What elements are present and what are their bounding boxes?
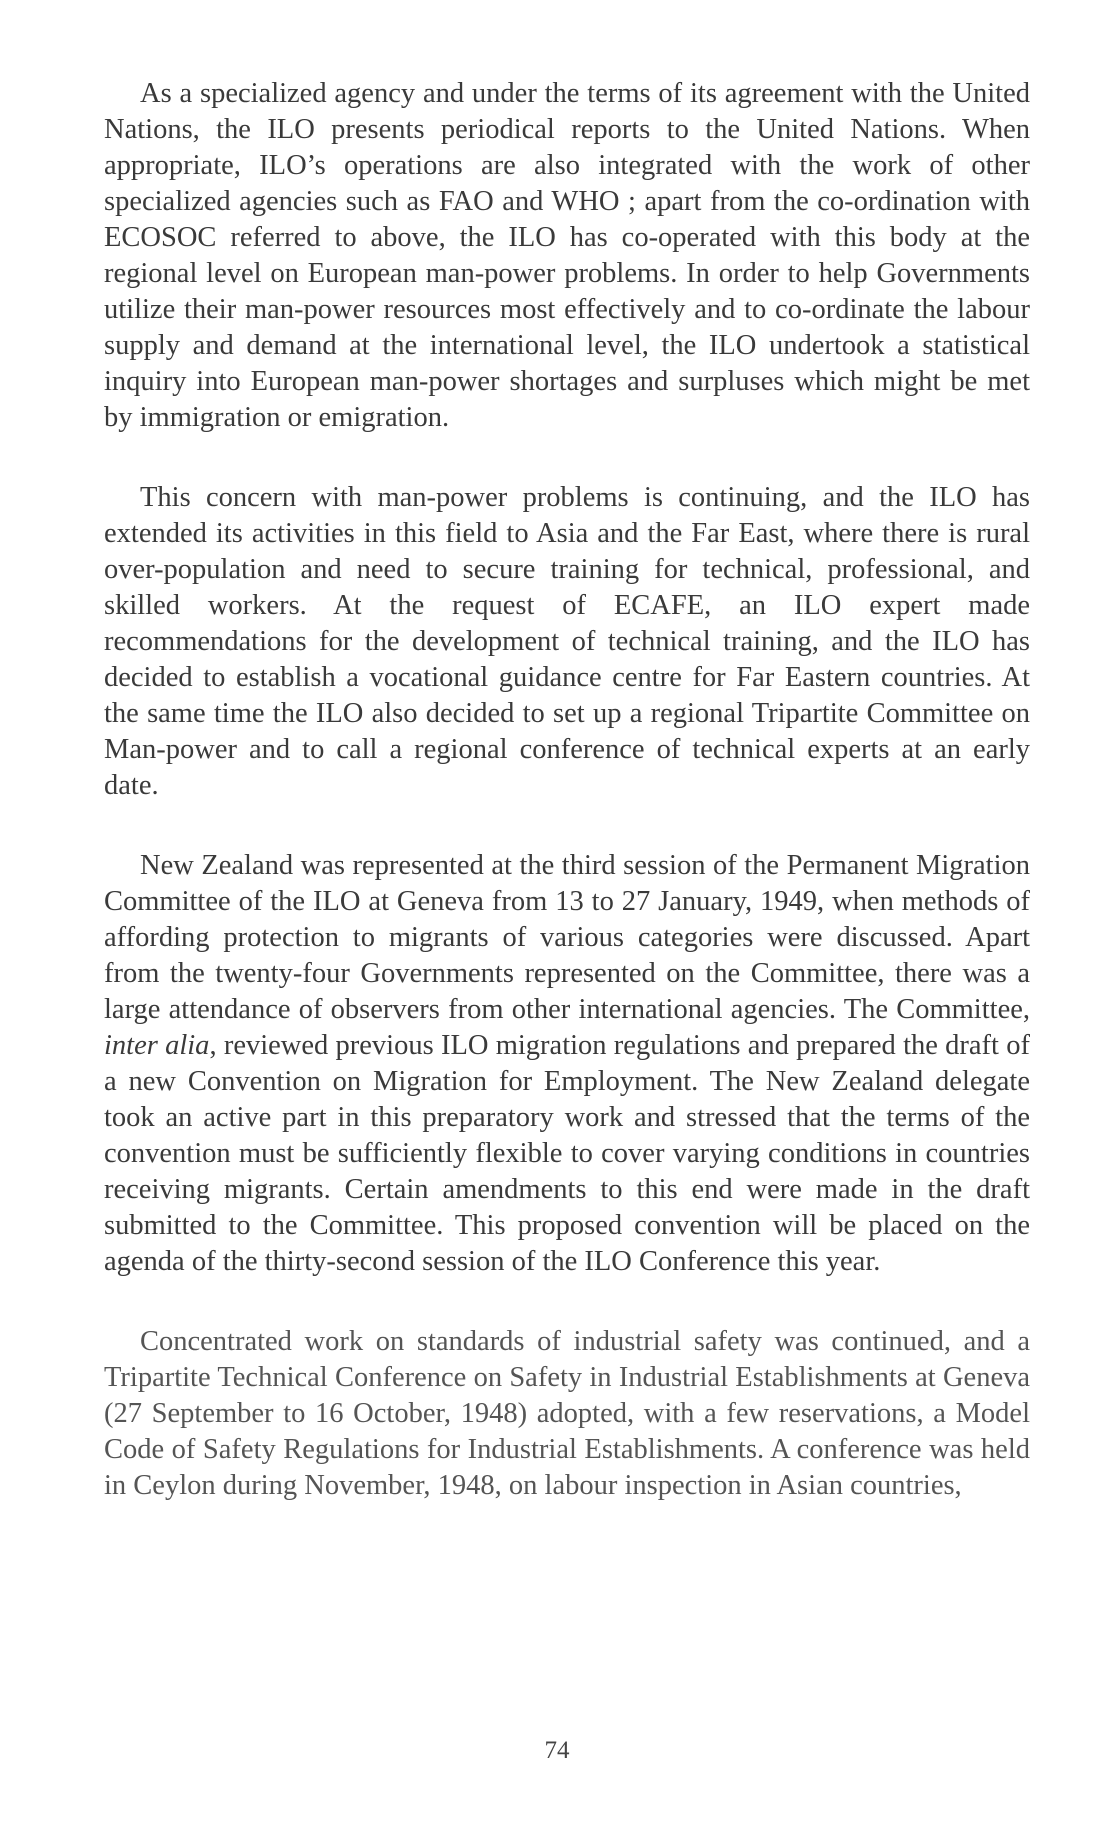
paragraph-ilo-reports (104, 76, 1030, 436)
italic-inter-alia: inter alia (104, 1030, 210, 1061)
paragraph-text: As a specialized agency and under the terms of its agreement with the United Nations, the ILO presents periodical reports to the United Nations. When appropriate, ILO’s operations are also integrated with the work of other specialized agencies such as FAO and WHO ; apart from the co-ordination with ECOSOC referred to above, the ILO has co-operated with this body at the regional level on European man-power problems. In order to help Governments utilize their man-power resources most effectively and to co-ordinate the labour supply and demand at the international level, the ILO undertook a statistical inquiry into European man-power shortages and surpluses which might be met by immigration or emigration. (104, 78, 1030, 433)
paragraph-migration-committee (104, 848, 1030, 1280)
paragraph-text: New Zealand was represented at the third session of the Permanent Migration Committee of the ILO at Geneva from 13 to 27 January, 1949, when methods of affording protection to migrants of various categories were discussed. Apart from the twenty-four Governments represented on the Committee, there was a large attendance of observers from other international agencies. The Committee, (104, 850, 1030, 1025)
paragraph-manpower-asia (104, 480, 1030, 804)
paragraph-text: This concern with man-power problems is continuing, and the ILO has extended its activities in this field to Asia and the Far East, where there is rural over-population and need to secure training for technical, professional, and skilled workers. At the request of ECAFE, an ILO expert made recommendations for the development of technical training, and the ILO has decided to establish a vocational guidance centre for Far Eastern countries. At the same time the ILO also decided to set up a regional Tripartite Committee on Man-power and to call a regional conference of technical experts at an early date. (104, 482, 1030, 801)
paragraph-industrial-safety (104, 1324, 1030, 1504)
paragraph-text-continued: , reviewed previous ILO migration regulations and prepared the draft of a new Convention on Migration for Employment. The New Zealand delegate took an active part in this preparatory work and stressed that the terms of the convention must be sufficiently flexible to cover varying conditions in countries receiving migrants. Certain amendments to this end were made in the draft submitted to the Committee. This proposed convention will be placed on the agenda of the thirty-second session of the ILO Conference this year. (104, 1030, 1030, 1277)
document-page (104, 76, 1030, 1504)
page-number: 74 (544, 1737, 570, 1764)
paragraph-text: Concentrated work on standards of industrial safety was continued, and a Tripartite Technical Conference on Safety in Industrial Establishments at Geneva (27 September to 16 October, 1948) adopted, with a few reservations, a Model Code of Safety Regulations for Industrial Establishments. A conference was held in Ceylon during November, 1948, on labour inspection in Asian countries, (104, 1326, 1030, 1501)
